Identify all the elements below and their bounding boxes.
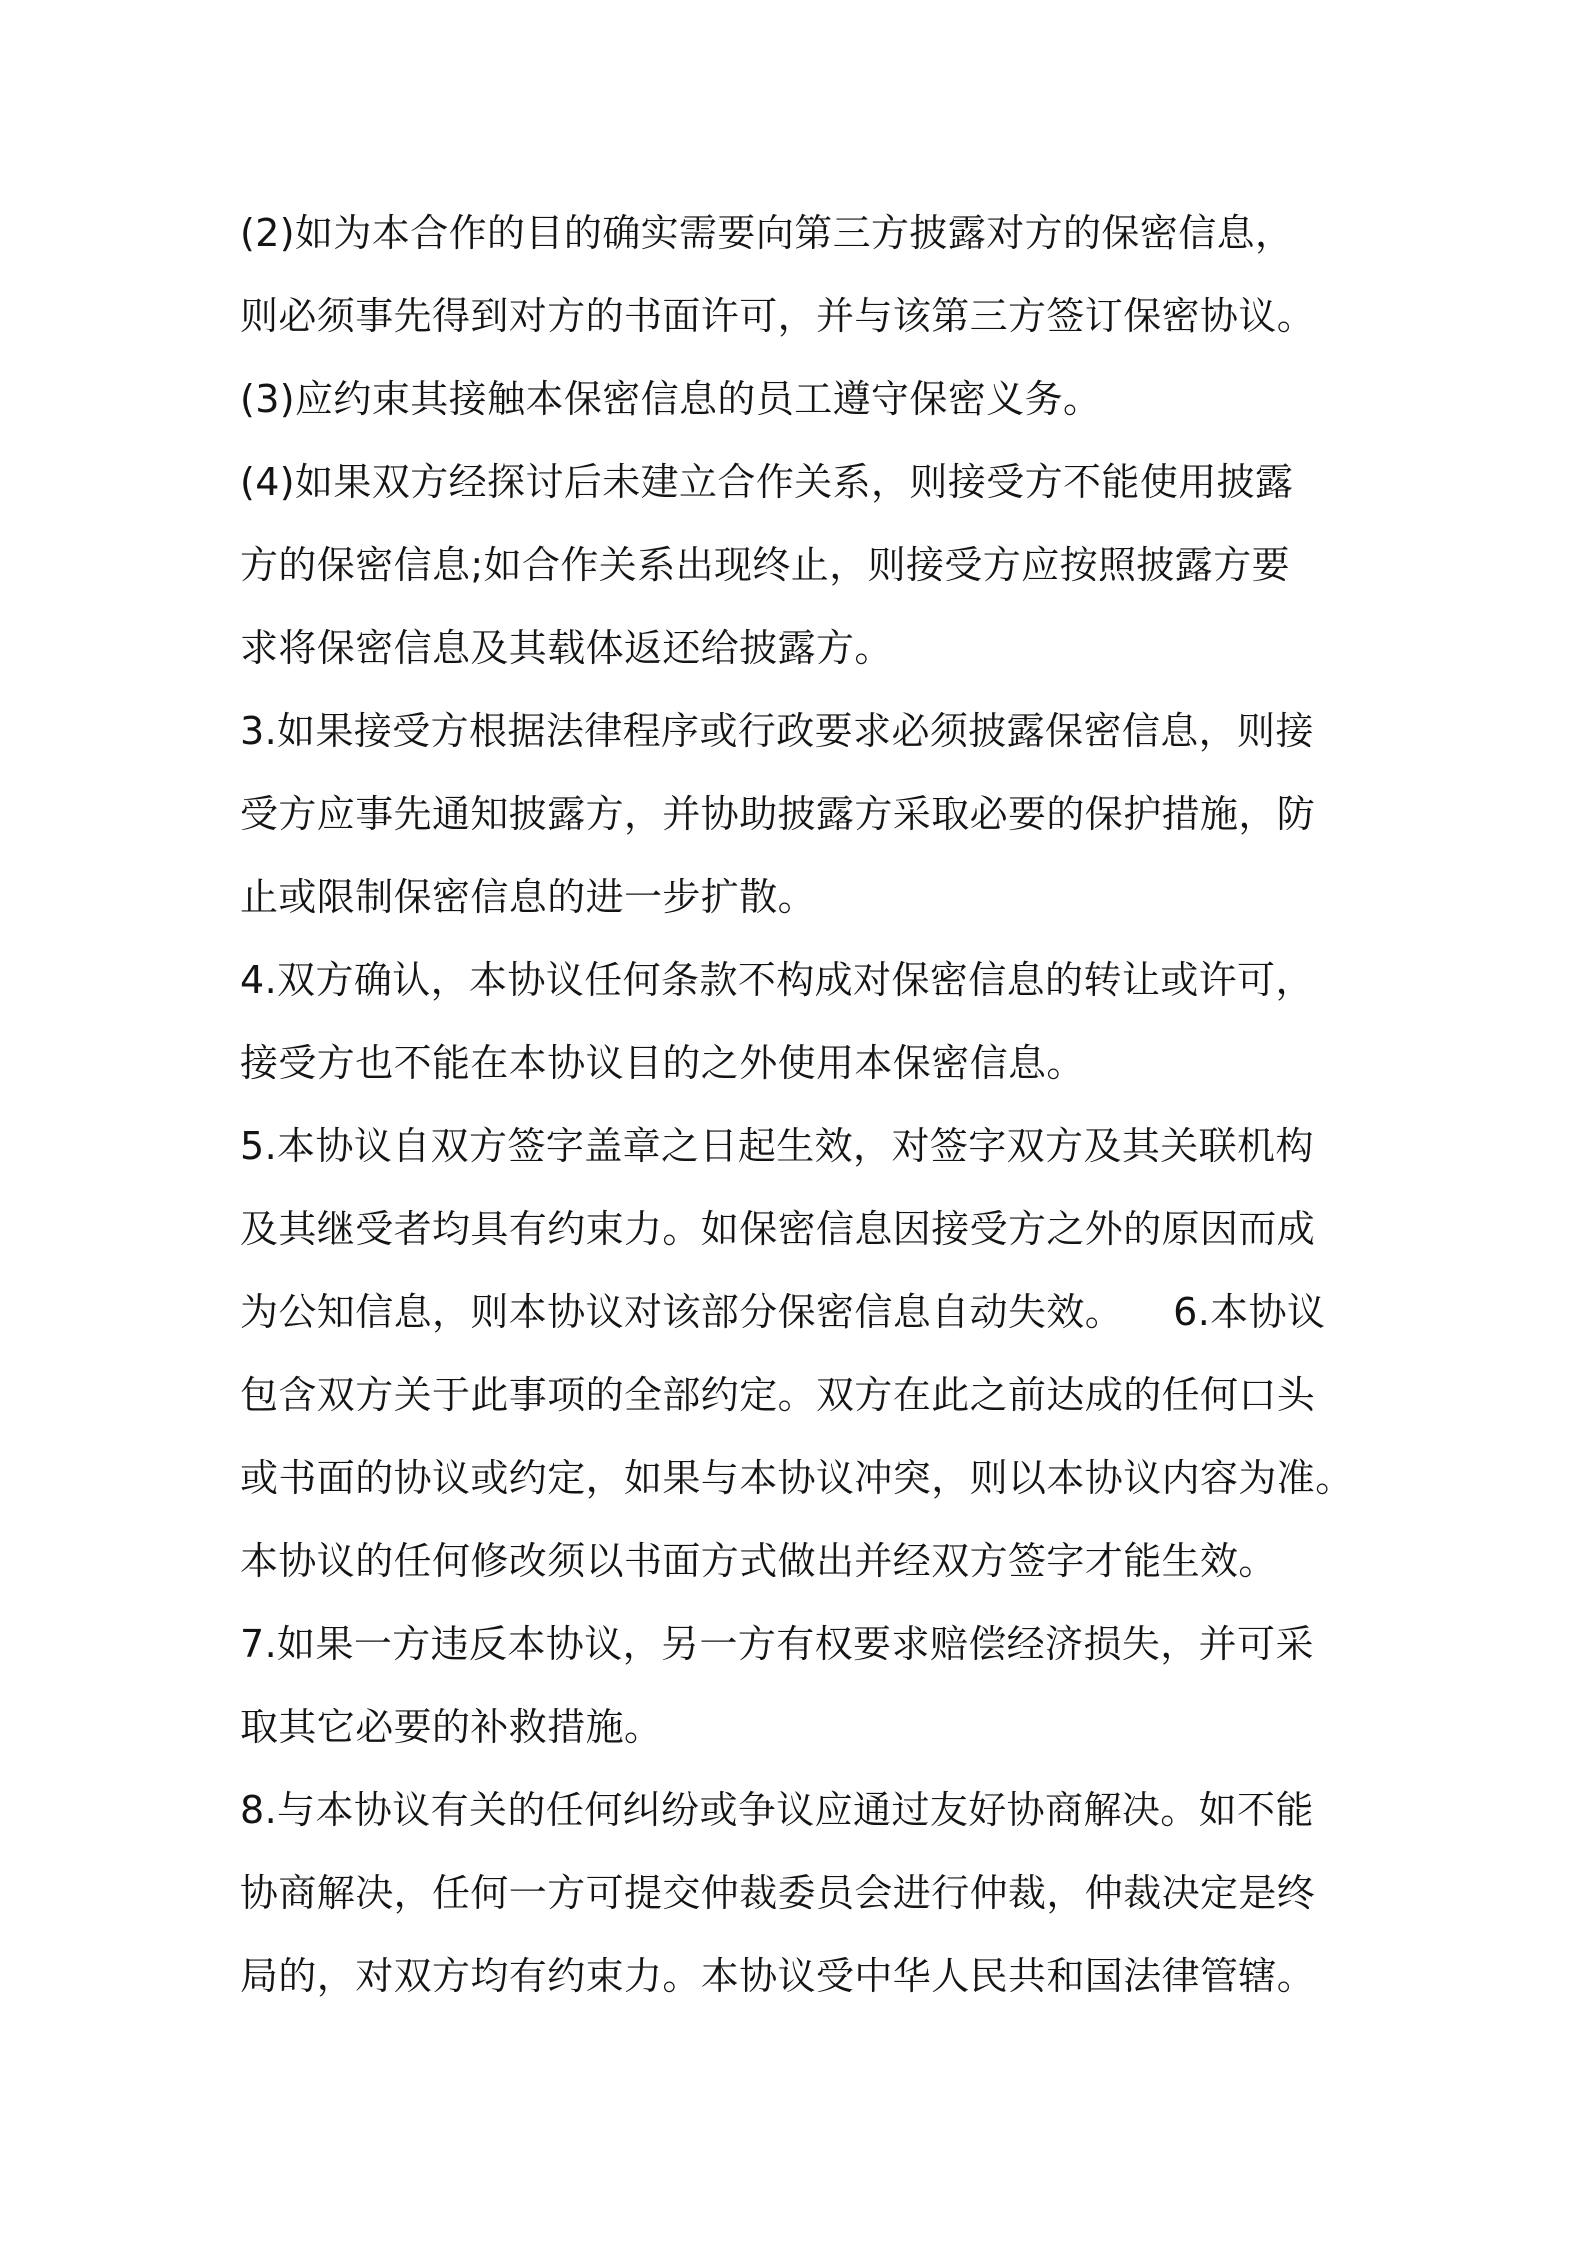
text-line: 或书面的协议或约定，如果与本协议冲突，则以本协议内容为准。: [240, 1456, 1354, 1500]
text-line: 8.与本协议有关的任何纠纷或争议应通过友好协商解决。如不能: [240, 1788, 1314, 1832]
text-line: 及其继受者均具有约束力。如保密信息因接受方之外的原因而成: [240, 1207, 1316, 1251]
text-line: 5.本协议自双方签字盖章之日起生效，对签字双方及其关联机构: [240, 1124, 1314, 1168]
text-line: 局的，对双方均有约束力。本协议受中华人民共和国法律管辖。: [240, 1954, 1316, 1998]
text-line: 方的保密信息;如合作关系出现终止，则接受方应按照披露方要: [240, 543, 1291, 587]
text-line: 3.如果接受方根据法律程序或行政要求必须披露保密信息，则接: [240, 709, 1314, 753]
text-line: 取其它必要的补救措施。: [240, 1705, 663, 1749]
text-line: (4)如果双方经探讨后未建立合作关系，则接受方不能使用披露: [240, 460, 1294, 504]
text-line: 包含双方关于此事项的全部约定。双方在此之前达成的任何口头: [240, 1373, 1316, 1417]
text-line: 4.双方确认，本协议任何条款不构成对保密信息的转让或许可，: [240, 958, 1314, 1002]
agreement-body-text: [240, 192, 1356, 2018]
text-line: 接受方也不能在本协议目的之外使用本保密信息。: [240, 1041, 1085, 1085]
text-line: 本协议的任何修改须以书面方式做出并经双方签字才能生效。: [240, 1539, 1277, 1583]
text-line: 止或限制保密信息的进一步扩散。: [240, 875, 817, 919]
text-line: 7.如果一方违反本协议，另一方有权要求赔偿经济损失，并可采: [240, 1622, 1314, 1666]
text-line: 为公知信息，则本协议对该部分保密信息自动失效。 6.本协议: [240, 1290, 1326, 1334]
text-line: 求将保密信息及其载体返还给披露方。: [240, 626, 893, 670]
text-line: 则必须事先得到对方的书面许可，并与该第三方签订保密协议。: [240, 294, 1316, 338]
text-line: (2)如为本合作的目的确实需要向第三方披露对方的保密信息，: [240, 211, 1294, 255]
text-line: 协商解决，任何一方可提交仲裁委员会进行仲裁，仲裁决定是终: [240, 1871, 1316, 1915]
text-line: (3)应约束其接触本保密信息的员工遵守保密义务。: [240, 377, 1102, 421]
text-line: 受方应事先通知披露方，并协助披露方采取必要的保护措施，防: [240, 792, 1316, 836]
